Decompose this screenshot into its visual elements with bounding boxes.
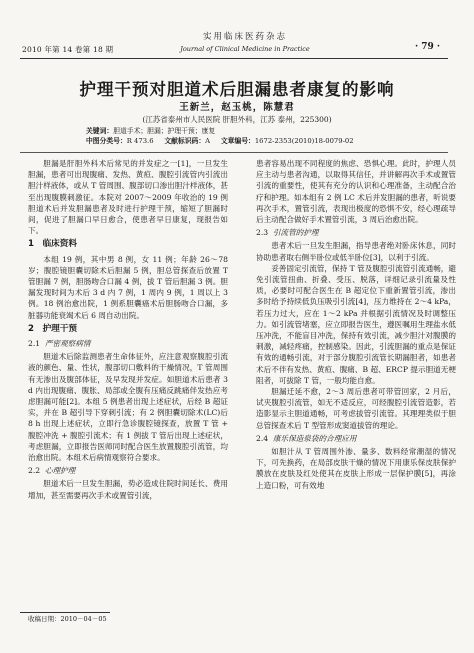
intro-paragraph: 胆漏是肝胆外科术后常见的并发症之一[1]，一旦发生胆漏，患者可出现腹痛、发热、黄疸、腹腔引流管内引流出胆汁样液体，或从 T 管周围、腹部切口渗出胆汁样液体，甚至出现腹膜刺激征。本院对 2007～2009 年收治的 19 例胆道术后并发胆漏患者及时进行护理干预，缩短了胆漏时间，促进了胆漏口早日愈合，使患者早日康复，现报告如下。: [28, 159, 228, 236]
journal-name-en: Journal of Clinical Medicine in Practice: [180, 45, 310, 53]
keywords-label: 关键词：: [86, 127, 114, 135]
article-metadata: [86, 126, 354, 146]
subsection-heading-ostomy-bag: [256, 433, 456, 444]
observation-paragraph: 胆道术后除监测患者生命体征外，应注意观察腹腔引流液的颜色、量、性状，腹部切口敷料的干燥情况，T 管周围有无渗出及腹部体征，及早发现并发症。如胆道术后患者 3 d 内出现腹痛、腹胀、局部或全腹有压痛反跳痛伴发热应考虑胆漏可能[2]。本组 5 例患者出现上述症状，后经 B 超证实，并在 B 超引导下穿刺引流；有 2 例胆囊切除术(LC)后 8 h 出现上述症状，立即行急诊腹腔镜探查，放置 T 管 + 腹腔冲洗 + 腹腔引流术；有 1 例拔 T 管后出现上述症状，考虑胆漏，立即报告医师同时配合医生放置腹腔引流管，均治愈出院。本组术后病情观察符合要求。: [28, 352, 228, 463]
subsection-heading-drainage: [256, 227, 456, 238]
page-number: · 79 ·: [414, 42, 440, 52]
subsection-title: 严密观察病情: [44, 339, 91, 349]
left-column: [28, 158, 228, 501]
received-date: 收稿日期：2010－04－05: [28, 615, 107, 623]
drainage-paragraph-3: 胆漏迁延不愈，2～3 周后患者可带管回家，2 月后，试夹腹腔引流管，如无不适反应，可经腹腔引流管造影，若造影显示主胆道通畅，可考虑拔管引流管。其理理类似于胆总管探查术后 T 型管形成窦道拔管的理论。: [256, 387, 456, 430]
clinical-data-paragraph: 本组 19 例，其中男 8 例，女 11 例；年龄 26～78 岁；腹腔镜胆囊切除术后胆漏 5 例，胆总管探查后放置 T 管胆漏 7 例，胆肠吻合口漏 4 例，拔 T 管后胆漏 3 例。胆漏发现时间为术后 3 d 内 7 例，1 周内 9 例，1 周以上 3 例。18 例治愈出院，1 例系胆囊癌术后胆肠吻合口漏，多脏器功能衰竭术后 6 周自动出院。: [28, 254, 228, 320]
article-number-label: 文章编号：: [220, 137, 255, 145]
clc-value: R 473.6: [126, 137, 154, 145]
subsection-heading-psychological: [28, 465, 228, 476]
drainage-paragraph-1: 患者术后一旦发生胆漏，指导患者绝对卧床休息，同时协助患者取右侧半卧位或低半卧位[3]，以利于引流。: [256, 241, 456, 262]
article-number-value: 1672-2353(2010)18-0079-02: [254, 137, 354, 145]
classification-line: [86, 136, 354, 146]
subsection-number: 2.3: [256, 228, 269, 238]
subsection-title: 心理护理: [44, 466, 76, 476]
subsection-number: 2.1: [28, 339, 41, 349]
metadata-divider: [20, 152, 448, 153]
subsection-heading-observation: [28, 338, 228, 349]
doc-code-value: A: [205, 137, 211, 145]
right-column: [256, 158, 456, 491]
psychological-paragraph: 胆道术后一旦发生胆漏，势必造成住院时间延长、费用增加，甚至需要再次手术或置管引流，: [28, 479, 228, 500]
subsection-title: 康乐保造泉袋的合理应用: [272, 433, 357, 443]
article-title: 护理干预对胆道术后胆漏患者康复的影响: [79, 80, 395, 99]
article-authors: 王新兰，赵玉桃，陈慧君: [179, 102, 295, 113]
article-affiliation: (江苏省泰州市人民医院 肝胆外科，江苏 泰州，225300): [142, 115, 332, 124]
section-heading-clinical-data: 1 临床资料: [28, 239, 77, 250]
continued-paragraph: 患者容易出现不同程度的焦虑、恐惧心理。此时，护理人员应主动与患者沟通，以取得其信任，并讲解再次手术或置管引流的重要性，使其有充分的认识和心理准备，主动配合治疗和护理。如本组有 2 例 LC 术后并发胆漏的患者，听说要再次手术，置管引流，表现出极度的恐惧不安，经心理疏导后主动配合做好手术置管引流，3 周后治愈出院。: [256, 159, 456, 225]
footnote-divider: [20, 612, 110, 613]
doc-code-label: 文献标识码：: [164, 137, 206, 145]
issue-info: 2010 年第 14 卷第 18 期: [22, 45, 114, 54]
keywords-line: [86, 126, 354, 136]
clc-label: 中图分类号：: [86, 137, 127, 145]
keywords-value: 胆道手术；胆漏；护理干预；康复: [113, 127, 216, 135]
subsection-number: 2.2: [28, 466, 41, 476]
section-heading-nursing: 2 护理干预: [28, 323, 77, 334]
journal-header: [180, 30, 310, 53]
ostomy-bag-paragraph: 如胆汁从 T 管周围外渗、量多、数料经常潮湿的情况下，可先换药，在局部皮肤干燥的情况下用康乐保皮肤保护膜放在皮肤及红处使其在皮肤上形成一层保护膜[5]，再涂上造口粉，可有效地: [256, 447, 456, 490]
subsection-number: 2.4: [256, 433, 269, 443]
header-divider: [20, 58, 448, 59]
drainage-paragraph-2: 妥善固定引流管，保持 T 管及腹腔引流管引流通畅，避免引流管扭曲、折叠、受压、脱落，详细记录引流量及性质，必要时可配合医生在 B 超定位下重新置管引流，渗出多时给予持续低负压吸引引流[4]，压力维持在 2～4 kPa，若压力过大，应在 1～2 kPa 并根据引流情况及时调整压力。如引流管堵塞，应立即报告医生，遵医嘱用生理盐水低压冲洗，不能盲目冲洗，保持有效引流，减少胆汁对腹膜的刺激，减轻疼痛，控制感染。因此，引流胆漏的重点是保证有效的通畅引流，对于部分腹腔引流管长期漏胆者，如患者术后不伴有发热、黄疸、腹痛、B 超、ERCP 提示胆道无梗阻者，可拔除 T 管，一般均能自愈。: [256, 263, 456, 385]
journal-name-cn: 实用临床医药杂志: [202, 32, 287, 42]
subsection-title: 引流管的护理: [272, 228, 319, 238]
